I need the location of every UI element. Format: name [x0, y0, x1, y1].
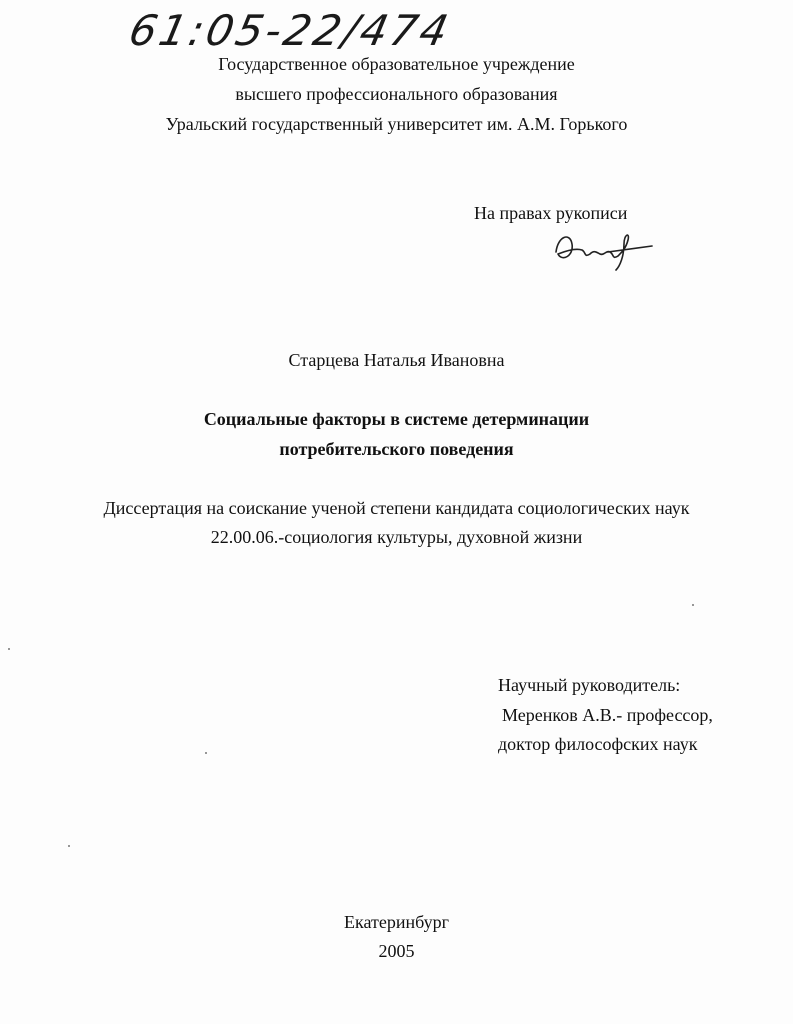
supervisor-degree: доктор философских наук [498, 734, 698, 754]
author-name: Старцева Наталья Ивановна [288, 350, 505, 370]
author-signature [548, 222, 658, 274]
scan-speck [68, 845, 70, 847]
degree-line-1: Диссертация на соискание ученой степени кандидата социологических наук [103, 498, 690, 518]
archive-code-handwritten: 61:05-22/474 [124, 6, 456, 55]
supervisor-label: Научный руководитель: [498, 675, 681, 695]
scan-speck [205, 752, 207, 754]
dissertation-title-line-2: потребительского поведения [279, 439, 514, 459]
manuscript-rights-label: На правах рукописи [474, 203, 628, 223]
year: 2005 [378, 941, 415, 961]
scan-speck [692, 604, 694, 606]
institution-line-3: Уральский государственный университет им. А.М. Горького [165, 114, 628, 134]
dissertation-title-line-1: Социальные факторы в системе детерминации [203, 409, 590, 429]
scan-speck [8, 648, 10, 650]
supervisor-name: Меренков А.В.- профессор, [502, 705, 713, 725]
institution-line-1: Государственное образовательное учреждение [218, 54, 575, 74]
degree-line-2: 22.00.06.-социология культуры, духовной жизни [210, 527, 583, 547]
institution-line-2: высшего профессионального образования [235, 84, 558, 104]
city: Екатеринбург [344, 912, 449, 932]
